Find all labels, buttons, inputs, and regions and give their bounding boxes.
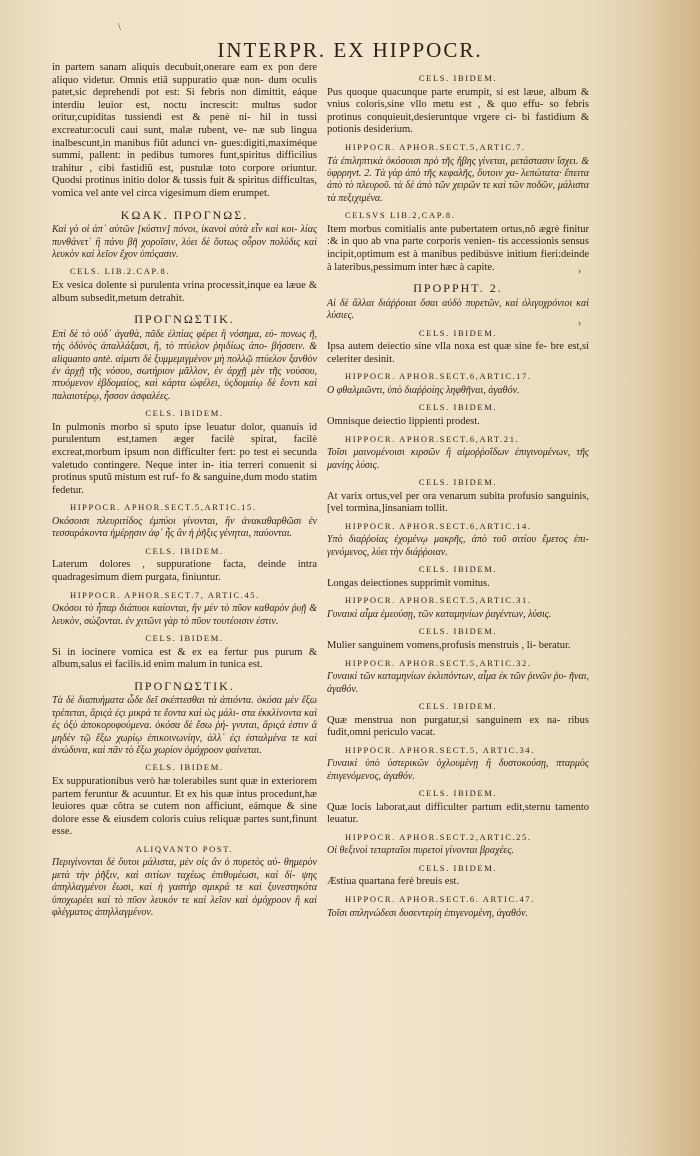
aphorism-reference: HIPPOCR. APHOR.SECT.6. ARTIC.47. <box>345 894 535 905</box>
aphorism-reference: HIPPOCR. APHOR.SECT.5,ARTIC.31. <box>345 595 532 606</box>
page-speck: \ <box>118 22 121 33</box>
paper-edge-stain <box>640 0 700 1156</box>
aphorism-reference: HIPPOCR. APHOR.SECT.2,ARTIC.25. <box>345 831 532 842</box>
greek-paragraph: Τὰ δὲ διαπυήματα ὧδε δεῖ σκέπτεσθαι τὰ ἀπιόντα. ὁκόσα μὲν ἔξω τρέπεται, ἄριςά ἐςι μικρά τε ἔοντα καὶ ὡς μάλι- στα ἐκκλίνοντα καὶ ἐς ὀξὺ ἀποκορυφούμενα. ὁκόσα δὲ ἔσω ῥή- γνυται, ἄριςά ἐστιν ἃ μηδὲν τῷ ἔξω χωρίῳ ἐπικοινωνίην, ἀλλ᾽ ἐςι ἐσταλμένα τε καὶ ἀνώδυνα, καὶ πᾶν τὸ ἔξω χωρίον ὁμόχροον φαίνεται. <box>52 695 317 756</box>
source-label: ALIQVANTO POST. <box>135 843 234 854</box>
greek-paragraph: Ο φθαλμιῶντι, ὑπὸ διαῤῥοίης ληφθῆναι, ἀγαθόν. <box>327 384 520 396</box>
aphorism-reference: HIPPOCR. APHOR.SECT.6,ART.21. <box>345 433 520 444</box>
source-label: CELS. IBIDEM. <box>145 632 224 643</box>
greek-paragraph: Τοῖσι μαινομένοισι κιρσῶν ἢ αἱμοῤῥοΐδων ἐπιγινομένων, τῆς μανίης λύσις. <box>327 447 589 471</box>
latin-paragraph: Quæ locis laborat,aut difficulter partum edit,sternu tamento leuatur. <box>327 801 589 826</box>
aphorism-reference: HIPPOCR. APHOR.SECT.5,ARTIC.7. <box>345 141 526 152</box>
greek-paragraph: Τὰ ἐπιληπτικὰ ὁκόσοισι πρὸ τῆς ἥβης γίνεται, μετάστασιν ἴσχει. & ὑφρρηνt. 2. Τὰ γὰρ ἀπὸ τῆς κεφαλῆς, ὅυτοιν χα- λεπώτατα· ἔπειτα ἀπὸ τὸ πλευροῦ. τὰ δὲ ἀπὸ τῶν χειρῶν τε καὶ τῶν ποδῶν, μάλιστα τὰ πεξιχιμένα. <box>327 155 589 204</box>
greek-paragraph: Οκόσοι τὸ ἧπαρ διάπυοι καίονται, ἢν μὲν τὸ πῦον καθαρὸν ῥυῇ & λευκὸν, σώζονται. ἐν χιτῶνι γὰρ τὸ πῦον τουτέοισιν ἐστιν. <box>52 603 317 627</box>
source-label: CELS. IBIDEM. <box>418 476 498 487</box>
latin-paragraph: Item morbus comitialis ante pubertatem ortus,nõ ægrè finitur :& in quo ab vna parte corporis venien- tis accessionis sensus incipit,optimum est à manibus pedibúsve initium fieri:deinde à lateribus,pessimum inter hæc à capite. <box>327 223 589 273</box>
latin-paragraph: Omnisque deiectio lippienti prodest. <box>327 415 480 427</box>
aphorism-reference: HIPPOCR. APHOR.SECT.5,ARTIC.15. <box>70 502 257 513</box>
aphorism-reference: HIPPOCR. APHOR.SECT.5,ARTIC.32. <box>345 657 532 668</box>
running-header: INTERPR. EX HIPPOCR. <box>217 38 483 62</box>
source-label: CELS. IBIDEM. <box>145 545 224 556</box>
greek-paragraph: Υπὸ διαῤῥοίας ἐχομένῳ μακρῆς, ἀπὸ τοῦ σιτίου ἔμετος ἐπι- γενόμενος, λύει τὴν διάῤῥοιαν. <box>327 534 589 558</box>
greek-section-title: ΚΩΑΚ. ΠΡΟΓΝΩΣ. <box>120 207 249 222</box>
margin-mark: › <box>578 318 582 329</box>
greek-paragraph: Επὶ δὲ τὸ οὐδ᾽ ἀγαθὰ, πᾶδε ἐλπίας φέρει ἢ νόσημα, εὐ- πονως ῆ, τὴς ὀδὐνὸς ἀπαλλάξασι, ἢ, τὸ πτύελον ῥηιδίως ἀπο- βήσσειν. & aliquanto antè. αἱματι δὲ ξυμμεμιγμένον μὴ πολλῷ πτύελον ξανθὸν ἐν ἀρχῇ τῆς νόσου, σωτήριον μᾶλλον, ἐν ἀρχῇ μὲν τῆς νούσου, πτυόμενον ἑβδομαίος, καὶ κάρτα ὠφέλει, ὑςδομαίῳ δὲ ἔοντι καὶ παλαιοτέρῳ, ἧσσον ἀσφαλέες. <box>52 328 317 402</box>
latin-paragraph: In pulmonis morbo si sputo ipse leuatur dolor, quanuis id purulentum est,tamen æger facilè spirat, facilè excreat,morbum ipsum non difficulter fert: po test ei secunda valetudo contingere. Neque inter in- itia terreri conuenit si protinus sputũ mistum est ruf- fo & sanguine,dum modo statim fedetur. <box>52 421 317 496</box>
greek-paragraph: Τοῖσι σπληνώδεσι δυσεντερίη ἐπιγενομένη, ἀγαθόν. <box>327 907 528 919</box>
latin-paragraph: Pus quoque quacunque parte erumpit, si est læue, album & vnius coloris,sine vllo metu est , & quo effu- so febris protinus conquieuit,desieruntque vrgere ci- bi fastidium & potionis desiderium. <box>327 86 589 136</box>
source-label: CELS. IBIDEM. <box>418 402 498 413</box>
source-label: CELS. IBIDEM. <box>418 327 498 338</box>
greek-section-title: ΠΡΟΡΡΗΤ. 2. <box>413 281 503 296</box>
greek-paragraph: Γυναικὶ τῶν καταμηνίων ἐκλιπόντων, αἷμα ἐκ τῶν ῥινῶν ῥυ- ῆναι, ἀγαθόν. <box>327 671 589 695</box>
aphorism-reference: HIPPOCR. APHOR.SECT.6,ARTIC.14. <box>345 520 532 531</box>
latin-paragraph: Longas deiectiones supprimit vomitus. <box>327 577 490 589</box>
greek-paragraph: Οκόσοισι πλευριτίδος ἐμπύοι γίνονται, ἢν ἀνακαθαρθῶσι ἐν τεσσαράκοντα ἡμέρῃσιν ἀφ᾽ ἧς ἂν ἡ ῥῆξις γένηται, παύονται. <box>52 515 317 540</box>
latin-paragraph: Æstiua quartana ferè breuis est. <box>327 876 460 888</box>
greek-paragraph: Οἱ θεξινοὶ τεταρταῖοι πυρετοὶ γίνονται βραχέες. <box>327 845 514 857</box>
latin-paragraph: in partem sanam aliquis decubuit,onerare eam ex pon dere aliquo videtur. Omnis etiã suppuratio quæ non- dum oculis patet,sic deprehendi pot est: Si febris non dimittit, eáque interdiu leuior est, noctu increscit: multus sudor oritur,cupiditas tussiendi est & penè ni- hil in tussi excreatur:oculi caui sunt, malæ rubent, ve- næ sub lingua inalbescunt,in manibus fiũt adunci vn- gues:digiti,maximéque summi, pallent: in pedibus tumores funt,spiritus difficilius trahitur , cibi fastidiũ est, pustulæ toto corpore oriuntur. Quodsi protinus initio dolor & tussis fuit & spiritus difficultas, vomica vel ante vel circa vigesimum diem erumpet. <box>52 62 317 199</box>
greek-paragraph: Γυναικὶ ὑπὸ ὑστερικῶν ὀχλουμένῃ ἢ δυστοκούσῃ, πταρμὸς ἐπιγενόμενος, ἀγαθόν. <box>327 758 589 782</box>
greek-paragraph: Γυναικὶ αἷμα ἐμεούσῃ, τῶν καταμηνίων ῥαγέντων, λύσις. <box>327 608 552 620</box>
latin-paragraph: Ex suppurationibus verò hæ tolerabiles sunt quæ in exteriorem partem feruntur & acuuntur. Et ex his quæ intus procedunt,hæ leuiores quæ cõtra se cutem non afficiunt, eámque & sine dolore esse & eiusdem coloris cuius reliquæ partes sunt,finunt esse. <box>52 775 317 838</box>
latin-paragraph: Laterum dolores , suppuratione facta, deinde intra quadragesimum diem purgata, finiuntur. <box>52 559 317 583</box>
right-column <box>327 68 589 924</box>
aphorism-reference: HIPPOCR. APHOR.SECT.7, ARTIC.45. <box>70 589 260 600</box>
source-label: CELS. IBIDEM. <box>418 788 498 799</box>
left-column <box>52 62 317 924</box>
greek-paragraph: Περιγίνονται δὲ ὅυτοι μάλιστα, μὲν οἱς ἂν ὁ πυρετὸς αὐ- θημερὸν μετὰ τὴν ῥῆξιν, καὶ σιτίων ταχέως ἐπιθυμέωσι, καὶ δί- ψης ἀπηλλαγμένοι ἔωσι, καὶ ἡ γαστὴρ σμικρά τε καὶ ξυνεστηκότα ὑποχωρέει καὶ τὸ πῦον λευκόν τε καὶ λεῖον καὶ ὁμόχροον ἢ καὶ φλέγματος ἀπηλλαγμένον. <box>52 857 317 919</box>
greek-paragraph: Καὶ γὸ οἱ ἀπ᾽ αὐτῶν [κύστιν] πόνοι, ἱκανοὶ αὐτὰ εἶν καὶ κοι- λίας πυνθάνετ᾽ ἢ πάνυ βῆ χοροῖσιν, λύει δὲ ὅυτως οὖρον πολύδις καὶ λευκὸν καὶ λεῖον ἔχον ὑπόςασιν. <box>52 224 317 260</box>
aphorism-reference: CELS. LIB.2.CAP.8. <box>70 266 171 277</box>
aphorism-reference: CELSVS LIB.2,CAP.8. <box>345 210 456 221</box>
latin-paragraph: Ipsa autem deiectio sine vlla noxa est quæ sine fe- bre est,si celeriter desinit. <box>327 341 589 365</box>
latin-paragraph: Mulier sanguinem vomens,profusis menstruis , li- beratur. <box>327 639 571 651</box>
greek-section-title: ΠΡΟΓΝΩΣΤΙΚ. <box>134 678 235 693</box>
margin-mark: › <box>578 266 582 277</box>
aphorism-reference: HIPPOCR. APHOR.SECT.5, ARTIC.34. <box>345 744 535 755</box>
greek-section-title: ΠΡΟΓΝΩΣΤΙΚ. <box>134 312 235 327</box>
source-label: CELS. IBIDEM. <box>145 408 224 419</box>
source-label: CELS. IBIDEM. <box>418 700 498 711</box>
greek-paragraph: Αἱ δὲ ἄλλαι διάῤῥοιαι ὅσαι αὐδὸ πυρετῶν, καὶ ὀλιγοχρόνιοι καὶ λύσιες. <box>327 297 589 322</box>
source-label: CELS. IBIDEM. <box>418 73 498 83</box>
latin-paragraph: At varix ortus,vel per ora venarum subita profusio sanguinis,[vel tormina,]insaniam tollit. <box>327 490 589 515</box>
source-label: CELS. IBIDEM. <box>418 626 498 637</box>
source-label: CELS. IBIDEM. <box>418 564 498 575</box>
latin-paragraph: Quæ menstrua non purgatur,si sanguinem ex na- ribus fudit,omni periculo vacat. <box>327 714 589 739</box>
source-label: CELS. IBIDEM. <box>145 762 224 773</box>
aphorism-reference: HIPPOCR. APHOR.SECT.6,ARTIC.17. <box>345 371 532 382</box>
latin-paragraph: Si in iocinere vomica est & ex ea fertur pus purum & album,salus ei facilis.id enim malum in tunica est. <box>52 646 317 671</box>
latin-paragraph: Ex vesica dolente si purulenta vrina processit,inque ea læue & album subsedit,metum detrahit. <box>52 279 317 304</box>
source-label: CELS. IBIDEM. <box>418 862 498 873</box>
